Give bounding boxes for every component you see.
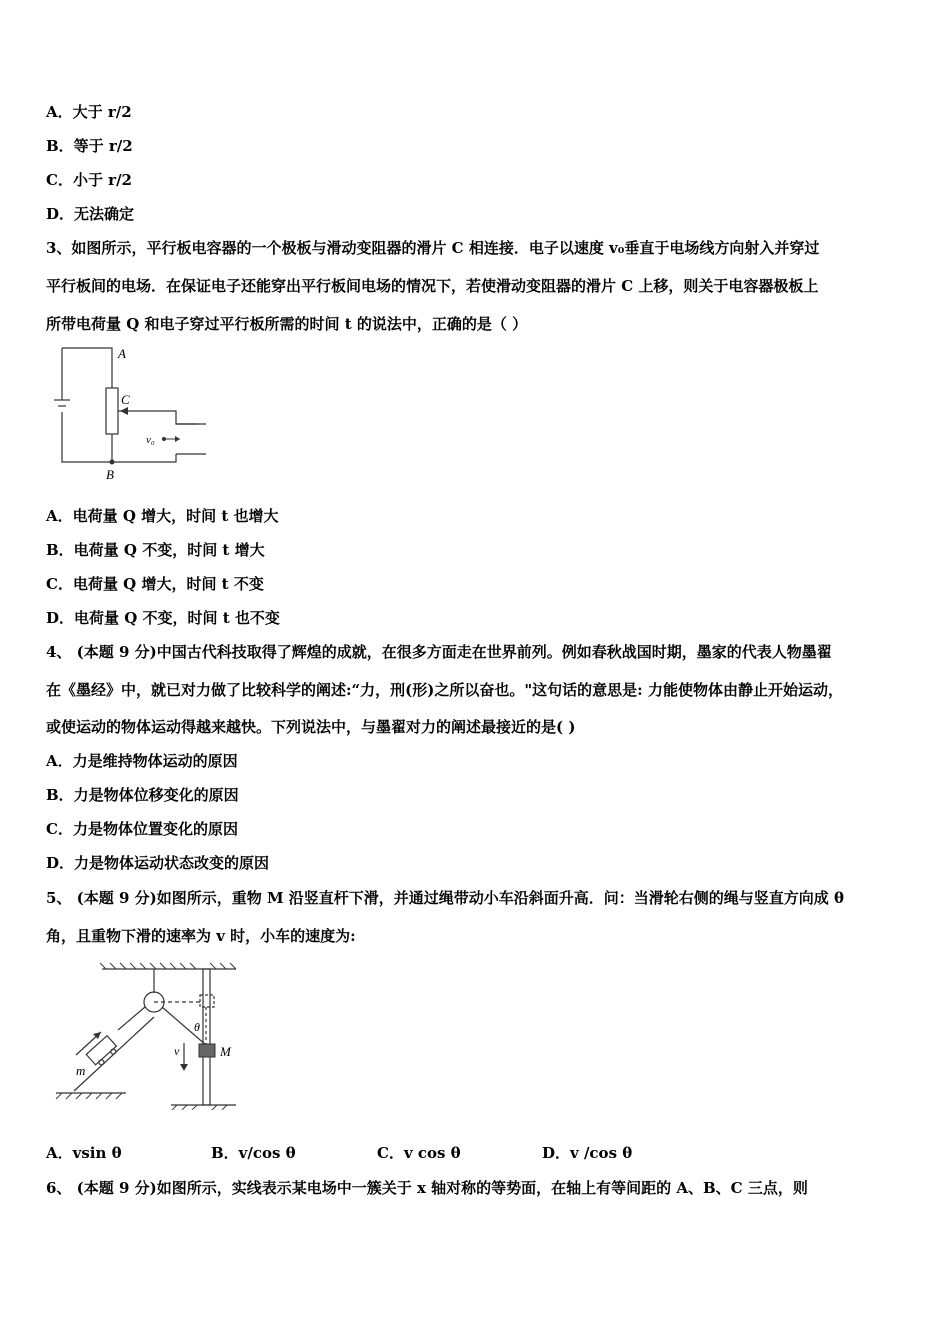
q5-option-a: A．vsin θ (46, 1144, 122, 1162)
label-v: v (174, 1044, 180, 1058)
q4-stem-line-3: 或使运动的物体运动得越来越快。下列说法中，与墨翟对力的阐述最接近的是( ) (46, 718, 576, 736)
electron-dot (162, 437, 166, 441)
velocity-arrow-icon (180, 1064, 188, 1071)
q5-option-b: B．v/cos θ (211, 1144, 296, 1162)
label-a: A (118, 346, 126, 361)
junction-dot (110, 460, 115, 465)
q5-option-d: D．v /cos θ (542, 1144, 633, 1162)
q4-option-a: A．力是维持物体运动的原因 (46, 752, 238, 770)
label-theta: θ (194, 1020, 200, 1034)
q5-stem-line-1: 5、 (本题 9 分)如图所示，重物 M 沿竖直杆下滑，并通过绳带动小车沿斜面升高．问：当滑轮右侧的绳与竖直方向成 θ (46, 889, 845, 907)
q2-option-b: B．等于 r/2 (46, 137, 133, 155)
q5-option-c: C．v cos θ (377, 1144, 461, 1162)
q3-circuit-figure (46, 340, 216, 485)
velocity-arrow-icon (175, 436, 180, 442)
label-big-m: M (220, 1044, 231, 1059)
q3-option-c: C．电荷量 Q 增大，时间 t 不变 (46, 575, 264, 593)
q2-option-a: A．大于 r/2 (46, 103, 132, 121)
weight-m (199, 1044, 215, 1057)
q3-stem-line-2: 平行板间的电场．在保证电子还能穿出平行板间电场的情况下，若使滑动变阻器的滑片 C 上移，则关于电容器极板上 (46, 277, 819, 295)
q2-option-c: C．小于 r/2 (46, 171, 132, 189)
q3-stem-line-3: 所带电荷量 Q 和电子穿过平行板所需的时间 t 的说法中，正确的是（ ） (46, 315, 528, 333)
slider-arrow-icon (120, 407, 128, 415)
q4-option-d: D．力是物体运动状态改变的原因 (46, 854, 270, 872)
q4-option-c: C．力是物体位置变化的原因 (46, 820, 238, 838)
q3-option-a: A．电荷量 Q 增大，时间 t 也增大 (46, 507, 279, 525)
q6-stem-line-1: 6、 (本题 9 分)如图所示，实线表示某电场中一簇关于 x 轴对称的等势面，在轴上有等间距的 A、B、C 三点，则 (46, 1179, 808, 1197)
rheostat-resistor (106, 388, 118, 434)
q5-stem-line-2: 角，且重物下滑的速率为 v 时，小车的速度为: (46, 927, 356, 945)
q2-option-d: D．无法确定 (46, 205, 135, 223)
q3-option-d: D．电荷量 Q 不变，时间 t 也不变 (46, 609, 280, 627)
label-b: B (106, 467, 114, 482)
q4-stem-line-1: 4、 (本题 9 分)中国古代科技取得了辉煌的成就，在很多方面走在世界前列。例如春秋战国时期，墨家的代表人物墨翟 (46, 643, 832, 661)
q5-pulley-figure (46, 955, 241, 1110)
label-v0: v₀ (146, 434, 155, 446)
q4-option-b: B．力是物体位移变化的原因 (46, 786, 239, 804)
q4-stem-line-2: 在《墨经》中，就已对力做了比较科学的阐述:“力，刑(形)之所以奋也。"这句话的意思是: 力能使物体由静止开始运动， (46, 681, 843, 699)
label-small-m: m (76, 1063, 86, 1078)
rope-left (118, 1007, 145, 1030)
q3-option-b: B．电荷量 Q 不变，时间 t 增大 (46, 541, 265, 559)
label-c: C (121, 392, 130, 407)
q3-stem-line-1: 3、如图所示，平行板电容器的一个极板与滑动变阻器的滑片 C 相连接．电子以速度 v₀垂直于电场线方向射入并穿过 (46, 239, 820, 257)
